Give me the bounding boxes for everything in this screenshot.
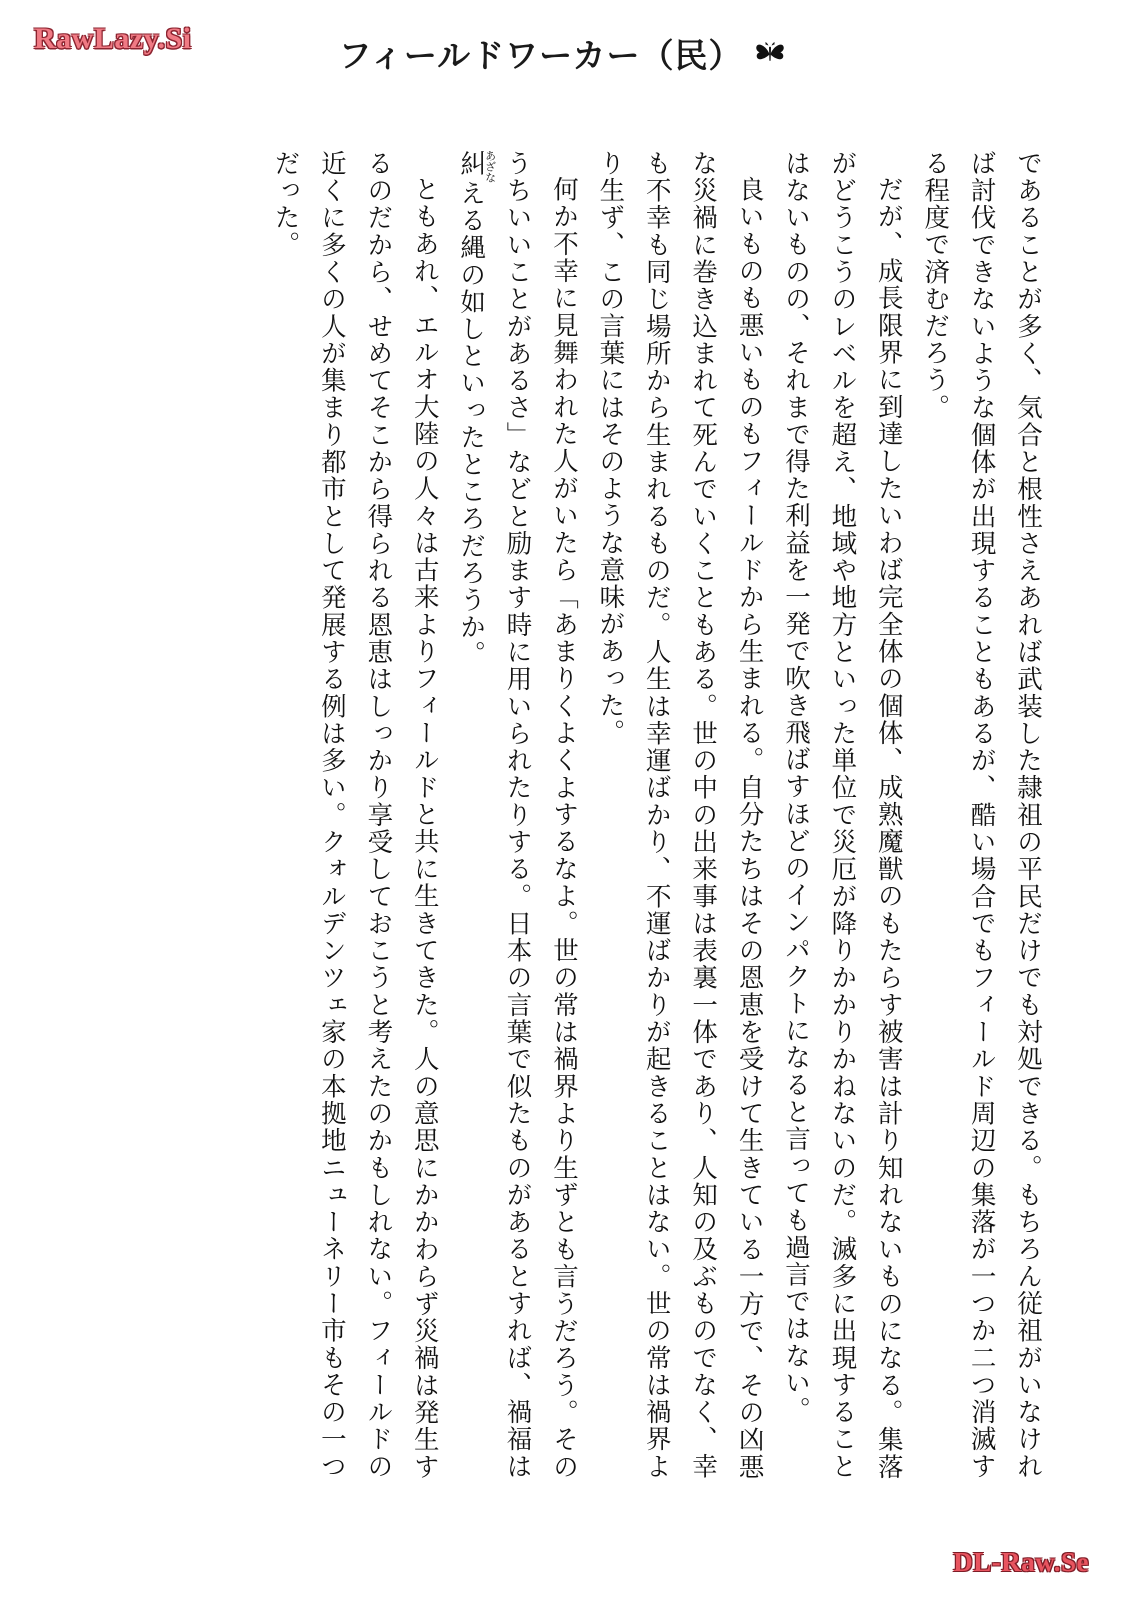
paragraph: であることが多く、気合と根性さえあれば武装した隷祖の平民だけでも対処できる。もちろん従祖がいなければ討伐できないような個体が出現することもあるが、酷い場合でもフィールド周辺の集落が一つか二つ消滅する程度で済むだろう。 xyxy=(920,150,1043,1480)
paragraph: ともあれ、エルオ大陸の人々は古来よりフィールドと共に生きてきた。人の意思にかかわらず災禍は発生するのだから、せめてそこから得られる恩恵はしっかり享受しておこうと考えたのかもしれない。フィールドの近くに多くの人が集まり都市として発展する例は多い。クォルデンツェ家の本拠地ニューネリー市もその一つだった。 xyxy=(270,150,440,1480)
page-title: フィールドワーカー（民） xyxy=(338,36,743,75)
butterfly-icon xyxy=(753,37,787,71)
novel-body-text xyxy=(120,150,1051,1480)
paragraph: 何か不幸に見舞われた人がいたら「あまりくよくよするなよ。世の常は禍界より生ずとも言うだろう。そのうちいいことがあるさ」などと励ます時に用いられたりする。日本の言葉で似たものがあるとすれば、禍福は糾あざなえる縄の如しといったところだろうか。 xyxy=(456,150,579,1480)
paragraph: だが、成長限界に到達したいわば完全体の個体、成熟魔獣のもたらす被害は計り知れないものになる。集落がどうこうのレベルを超え、地域や地方といった単位で災厄が降りかかりかねないのだ。滅多に出現することはないものの、それまで得た利益を一発で吹き飛ばすほどのインパクトになると言っても過言ではない。 xyxy=(780,150,904,1480)
page-header xyxy=(0,30,1125,77)
watermark-bottom-right: DL-Raw.Se xyxy=(953,1547,1089,1577)
paragraph: 良いものも悪いものもフィールドから生まれる。自分たちはその恩恵を受けて生きている一方で、その凶悪な災禍に巻き込まれて死んでいくこともある。世の中の出来事は表裏一体であり、人知の及ぶものでなく、幸も不幸も同じ場所から生まれるものだ。人生は幸運ばかり、不運ばかりが起きることはない。世の常は禍界より生ず、この言葉にはそのような意味があった。 xyxy=(595,150,765,1480)
watermark-top-left: RawLazy.Si xyxy=(34,22,192,55)
